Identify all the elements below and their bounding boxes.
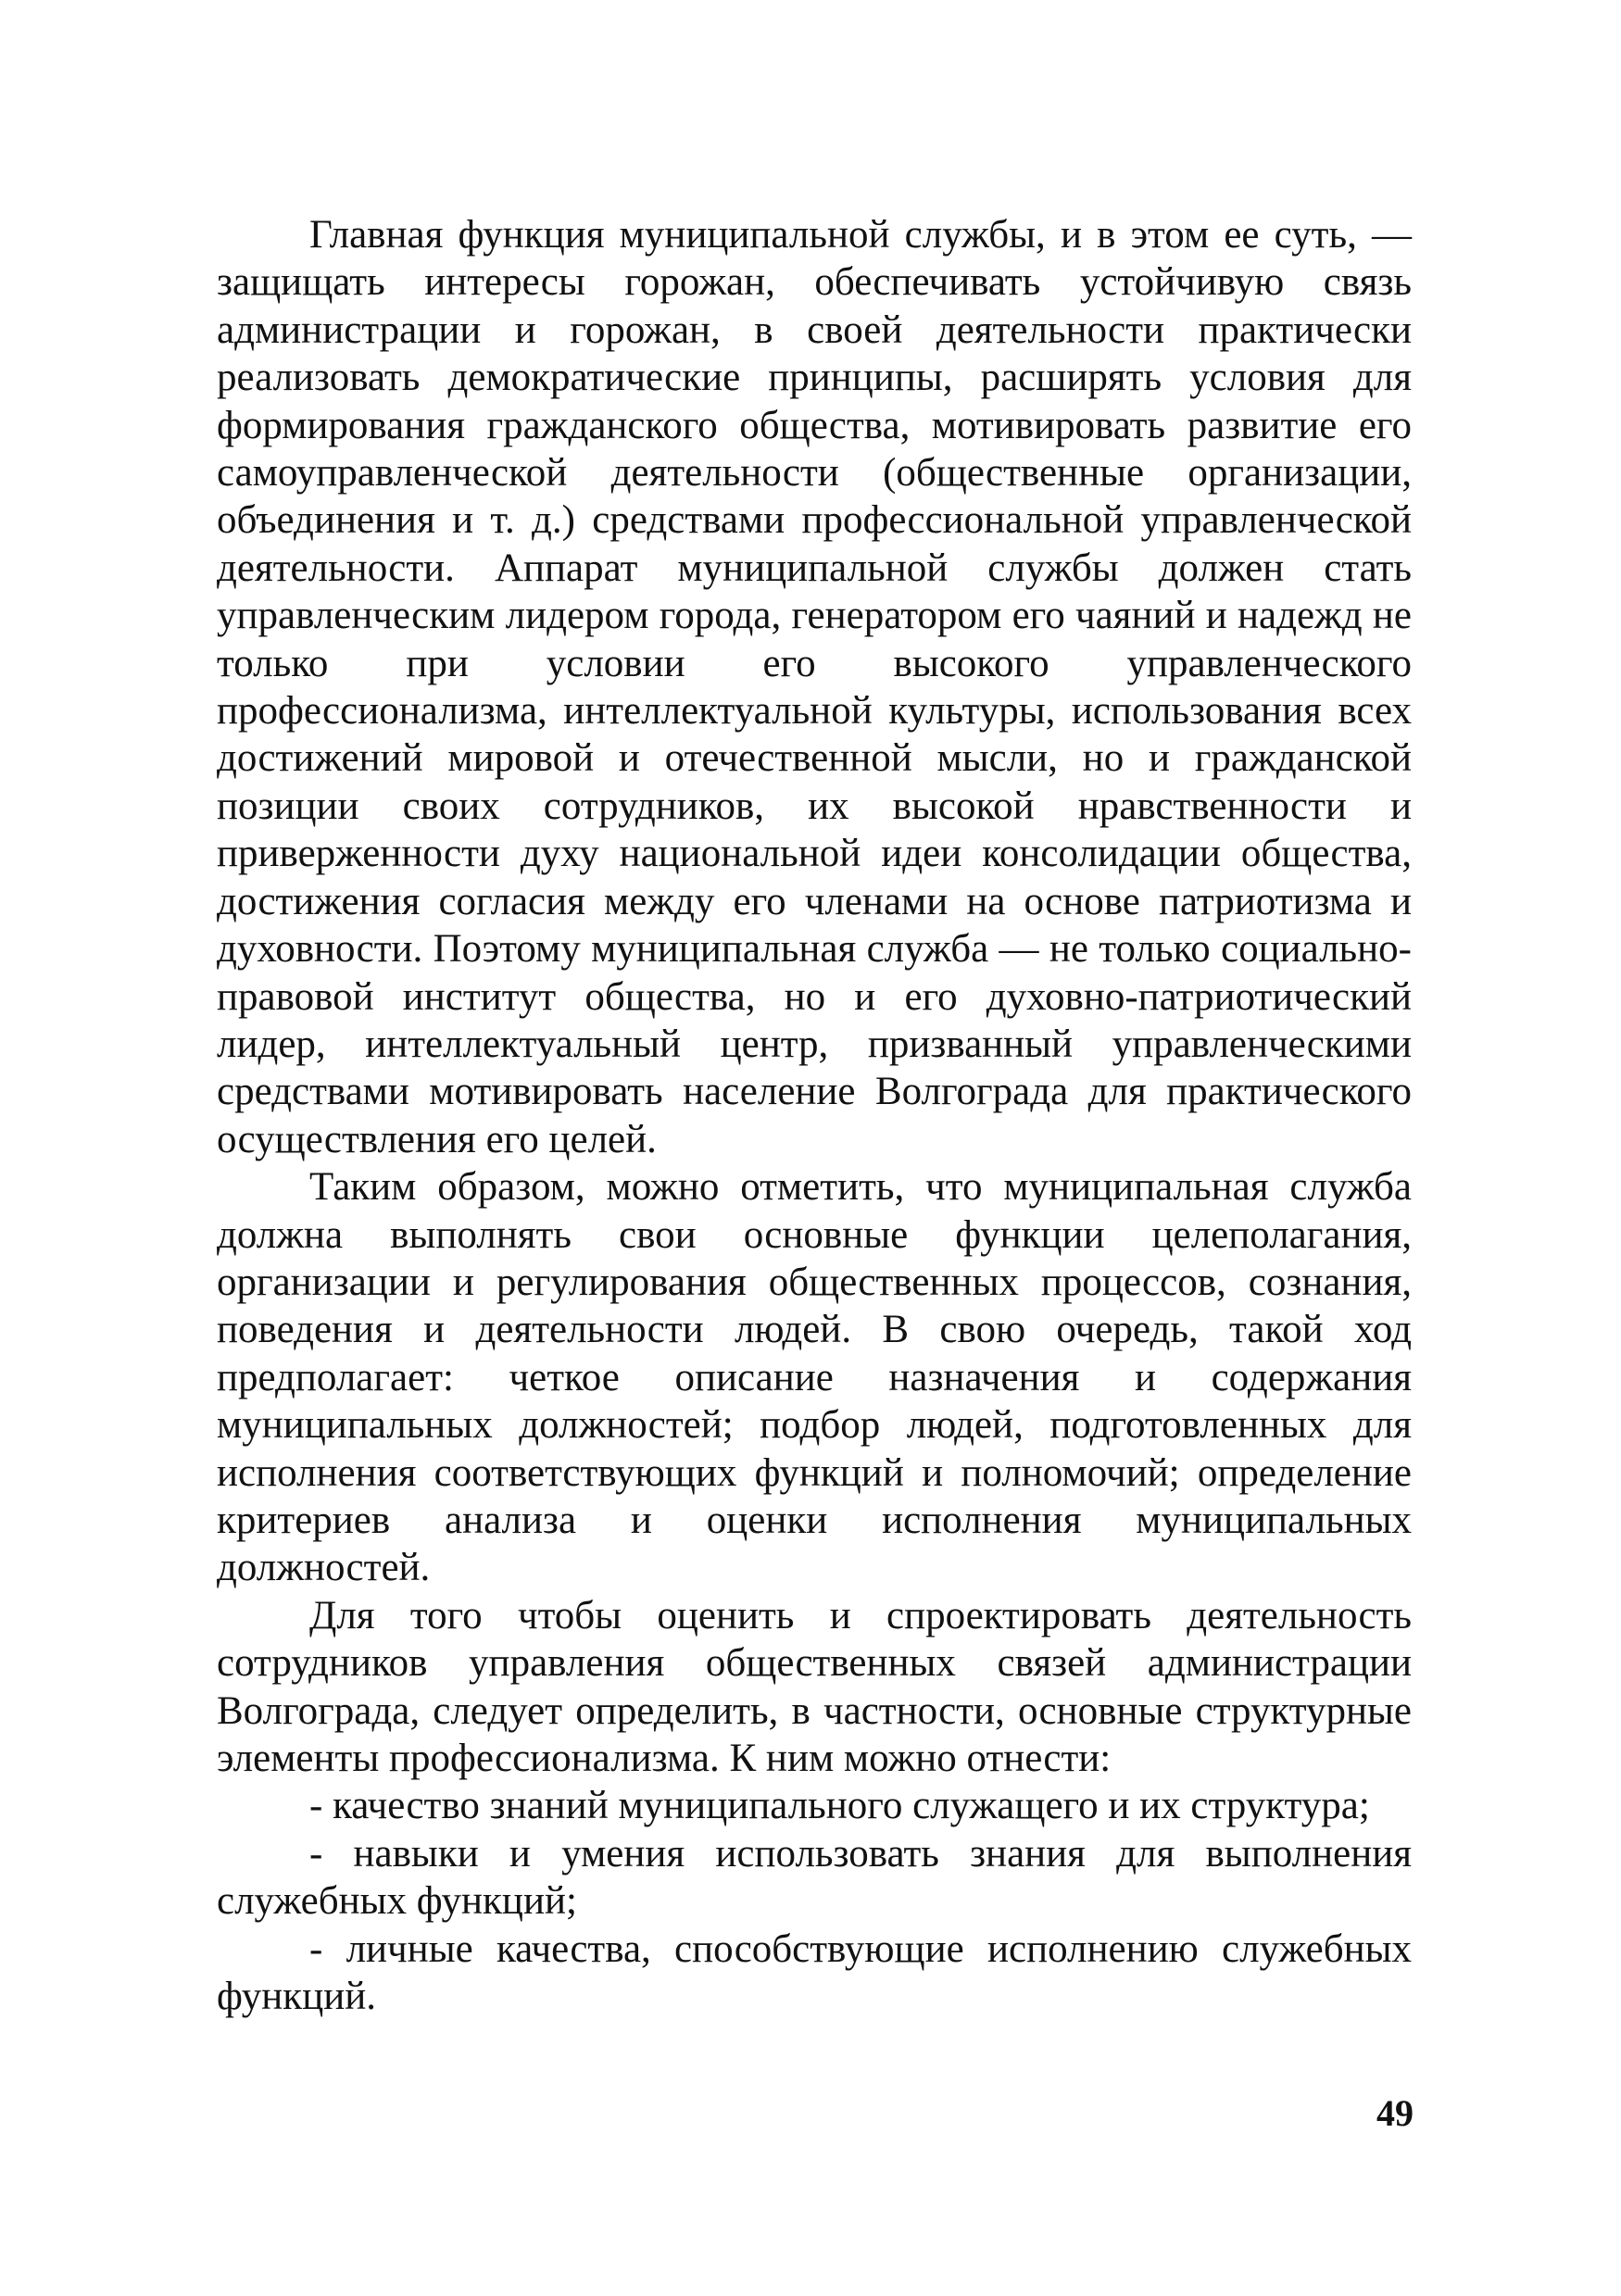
paragraph: Главная функция муниципальной службы, и в этом ее суть, — защищать интересы горожан, обеспечивать устойчивую связь администрации и горожан, в своей деятельности практически реализовать демократические принципы, расширять условия для формирования гражданского общества, мотивировать развитие его самоуправленческой деятельности (общественные организации, объединения и т. д.) средствами профессиональной управленческой деятельности. Аппарат муниципальной службы должен стать управленческим лидером города, генератором его чаяний и надежд не только при условии его высокого управленческого профессионализма, интеллектуальной культуры, использования всех достижений мировой и отечественной мысли, но и гражданской позиции своих сотрудников, их высокой нравственности и приверженности духу национальной идеи консолидации общества, достижения согласия между его членами на основе патриотизма и духовности. Поэтому муниципальная служба — не только социально-правовой институт общества, но и его духовно-патриотический лидер, интеллектуальный центр, призванный управленческими средствами мотивировать население Волгограда для практического осуществления его целей.: [217, 213, 1412, 1161]
list-item: - навыки и умения использовать знания для выполнения служебных функций;: [217, 1831, 1412, 1924]
page-number: 49: [1376, 2092, 1414, 2134]
list-item: - личные качества, способствующие исполнению служебных функций.: [217, 1926, 1412, 2019]
list-item: - качество знаний муниципального служащего и их структура;: [309, 1784, 1370, 1828]
paragraph: Для того чтобы оценить и спроектировать деятельность сотрудников управления общественных связей администрации Волгограда, следует определить, в частности, основные структурные элементы профессионализма. К ним можно отнести:: [217, 1593, 1412, 1780]
paragraph: Таким образом, можно отметить, что муниципальная служба должна выполнять свои основные функции целеполагания, организации и регулирования общественных процессов, сознания, поведения и деятельности людей. В свою очередь, такой ход предполагает: четкое описание назначения и содержания муниципальных должностей; подбор людей, подготовленных для исполнения соответствующих функций и полномочий; определение критериев анализа и оценки исполнения муниципальных должностей.: [217, 1165, 1412, 1590]
body-text: [217, 211, 1412, 2020]
